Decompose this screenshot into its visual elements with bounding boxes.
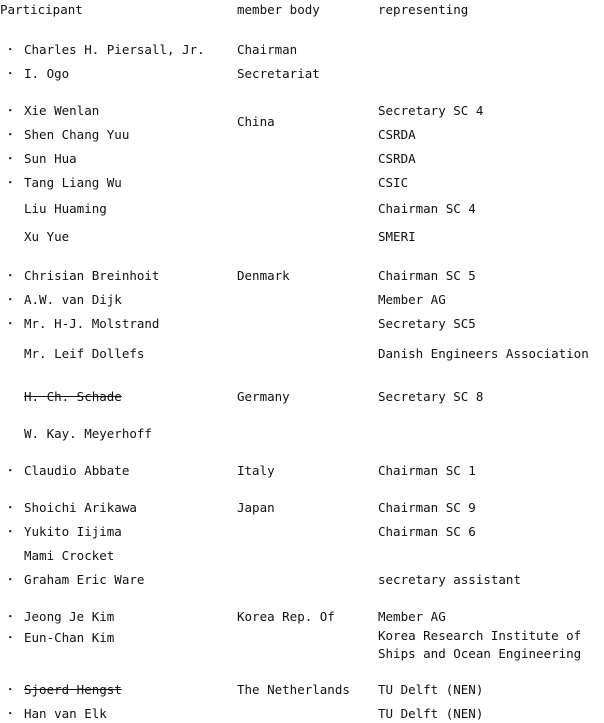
bullet-icon: ・ (4, 103, 17, 118)
bullet-icon: ・ (4, 268, 17, 283)
participant-row (0, 499, 604, 517)
participant-name: H. Ch. Schade (24, 389, 122, 404)
participant-name: Mr. H-J. Molstrand (24, 316, 160, 331)
member-body: Secretariat (237, 66, 320, 81)
header-representing: representing (378, 2, 469, 17)
representing: CSRDA (378, 127, 416, 142)
participant-row (0, 200, 604, 218)
member-body: The Netherlands (237, 682, 350, 697)
member-body: Chairman (237, 42, 298, 57)
participant-row (0, 425, 604, 443)
participant-row (0, 571, 604, 589)
representing: Secretary SC 8 (378, 389, 484, 404)
participant-row (0, 267, 604, 285)
participant-row (0, 126, 604, 144)
header-member-body: member body (237, 2, 320, 17)
member-body: Korea Rep. Of (237, 609, 335, 624)
participant-name: Yukito Iijima (24, 524, 122, 539)
participant-name: Claudio Abbate (24, 463, 130, 478)
participant-row (0, 628, 604, 661)
representing: Korea Research Institute of Ships and Ocean Engineering (378, 628, 582, 661)
participant-name: A.W. van Dijk (24, 292, 122, 307)
participant-name: Tang Liang Wu (24, 175, 122, 190)
representing: TU Delft (NEN) (378, 706, 484, 721)
participant-name: Liu Huaming (24, 201, 107, 216)
participant-name: Sun Hua (24, 151, 77, 166)
bullet-icon: ・ (4, 524, 17, 539)
participant-name: W. Kay. Meyerhoff (24, 426, 152, 441)
bullet-icon: ・ (4, 500, 17, 515)
participant-name: Xie Wenlan (24, 103, 100, 118)
participant-row (0, 228, 604, 246)
participant-row (0, 102, 604, 120)
bullet-icon: ・ (4, 706, 17, 721)
bullet-icon: ・ (4, 630, 17, 645)
representing: Member AG (378, 609, 446, 624)
participant-row (0, 608, 604, 626)
participant-row (0, 315, 604, 333)
bullet-icon: ・ (4, 127, 17, 142)
participant-row (0, 462, 604, 480)
representing: Chairman SC 6 (378, 524, 476, 539)
bullet-icon: ・ (4, 316, 17, 331)
participant-row (0, 388, 604, 406)
participant-name: Shoichi Arikawa (24, 500, 137, 515)
member-body: Japan (237, 500, 275, 515)
representing: Chairman SC 4 (378, 201, 476, 216)
participant-row (0, 523, 604, 541)
member-body-china: China (237, 114, 275, 129)
bullet-icon: ・ (4, 151, 17, 166)
participant-name: Mr. Leif Dollefs (24, 346, 145, 361)
bullet-icon: ・ (4, 175, 17, 190)
participant-name: I. Ogo (24, 66, 70, 81)
participant-name: Mami Crocket (24, 548, 115, 563)
representing: CSRDA (378, 151, 416, 166)
participant-row (0, 705, 604, 723)
participant-row (0, 547, 604, 565)
participant-row (0, 150, 604, 168)
bullet-icon: ・ (4, 42, 17, 57)
member-body: Denmark (237, 268, 290, 283)
member-body: Italy (237, 463, 275, 478)
participant-row (0, 174, 604, 192)
representing: Chairman SC 5 (378, 268, 476, 283)
representing: TU Delft (NEN) (378, 682, 484, 697)
bullet-icon: ・ (4, 292, 17, 307)
participant-name: Sjoerd Hengst (24, 682, 122, 697)
participant-row (0, 681, 604, 699)
representing: Danish Engineers Association (378, 346, 589, 361)
representing: secretary assistant (378, 572, 521, 587)
participant-row (0, 291, 604, 309)
header-participant: Participant (0, 2, 83, 17)
representing: Secretary SC5 (378, 316, 476, 331)
representing: Chairman SC 9 (378, 500, 476, 515)
participant-name: Graham Eric Ware (24, 572, 145, 587)
member-body: Germany (237, 389, 290, 404)
participant-name: Jeong Je Kim (24, 609, 115, 624)
representing: Member AG (378, 292, 446, 307)
bullet-icon: ・ (4, 609, 17, 624)
bullet-icon: ・ (4, 572, 17, 587)
participant-name: Charles H. Piersall, Jr. (24, 42, 205, 57)
representing: SMERI (378, 229, 416, 244)
representing: Secretary SC 4 (378, 103, 484, 118)
participant-name: Han van Elk (24, 706, 107, 721)
participant-row (0, 41, 604, 59)
participant-row (0, 345, 604, 363)
bullet-icon: ・ (4, 463, 17, 478)
participant-name: Shen Chang Yuu (24, 127, 130, 142)
participant-name: Eun-Chan Kim (24, 630, 115, 645)
participant-name: Xu Yue (24, 229, 70, 244)
bullet-icon: ・ (4, 66, 17, 81)
bullet-icon: ・ (4, 682, 17, 697)
representing: Chairman SC 1 (378, 463, 476, 478)
participant-name: Chrisian Breinhoit (24, 268, 160, 283)
participant-row (0, 65, 604, 83)
representing: CSIC (378, 175, 409, 190)
